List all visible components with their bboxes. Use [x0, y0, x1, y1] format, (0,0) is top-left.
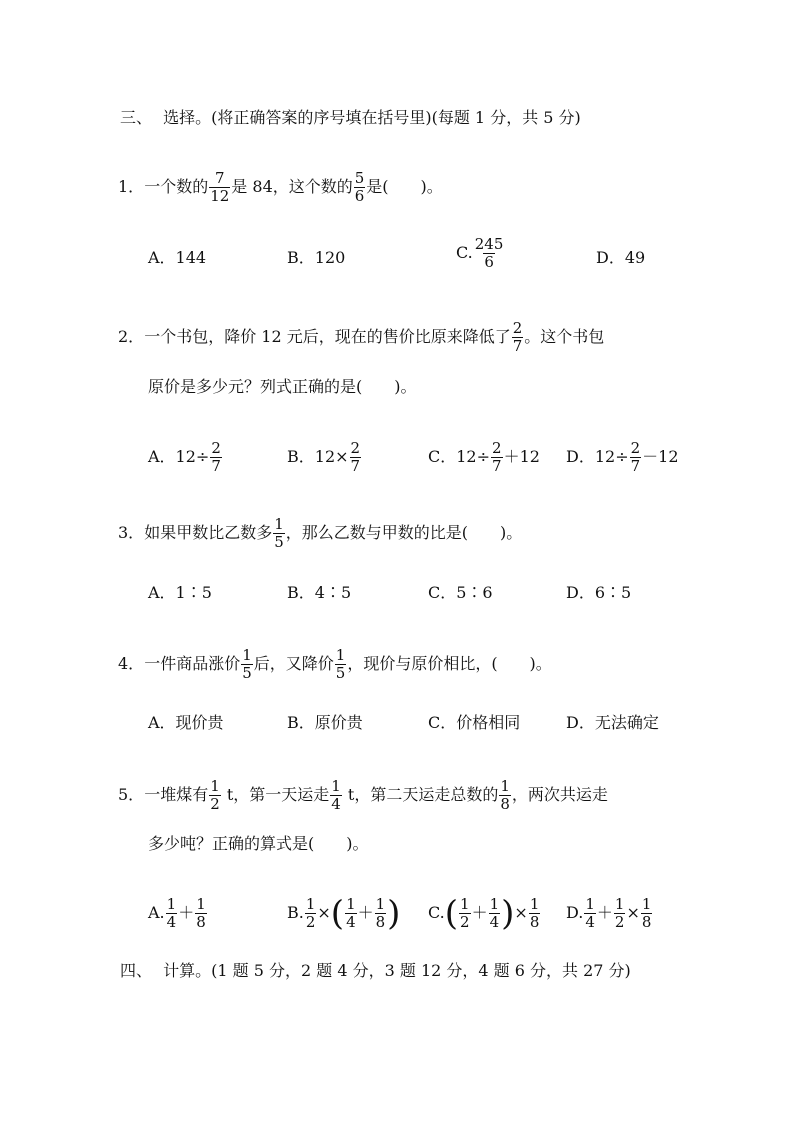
fraction-numerator: 5 — [354, 169, 365, 187]
fraction-numerator: 2 — [492, 439, 502, 457]
question-3-text: 如果甲数比乙数多 — [144, 523, 273, 542]
fraction-denominator: 2 — [460, 913, 470, 931]
question-2-line-2: 原价是多少元？列式正确的是( )。 — [148, 377, 417, 396]
option-text: C．12÷ — [428, 447, 491, 466]
q1-option-a[interactable]: A．144 — [148, 248, 207, 267]
fraction-numerator: 1 — [335, 646, 346, 664]
option-text: D．12÷ — [566, 447, 629, 466]
section-4-heading — [120, 961, 631, 981]
q2-option-b[interactable] — [287, 440, 362, 475]
fraction — [641, 896, 653, 931]
fraction — [354, 170, 366, 205]
fraction-denominator: 8 — [641, 913, 652, 931]
fraction-numerator: 1 — [331, 777, 341, 795]
question-5-text: ，两次共运走 — [511, 785, 608, 804]
fraction-denominator: 6 — [354, 187, 365, 205]
fraction-denominator: 4 — [346, 913, 356, 931]
option-prefix: C. — [456, 243, 473, 262]
option-text: B．12× — [287, 447, 349, 466]
q1-option-d[interactable]: D．49 — [596, 248, 646, 267]
fraction-numerator: 1 — [375, 895, 386, 913]
q2-option-a[interactable] — [148, 440, 223, 475]
fraction — [491, 440, 503, 475]
times-sign: × — [514, 903, 528, 922]
q1-option-b[interactable]: B．120 — [287, 248, 346, 267]
q2-option-d[interactable] — [566, 440, 679, 475]
question-5-label: 5． — [118, 785, 145, 804]
fraction — [474, 236, 505, 271]
fraction — [241, 647, 253, 682]
fraction — [350, 440, 362, 475]
fraction — [209, 170, 230, 205]
fraction-numerator: 2 — [630, 439, 641, 457]
q4-option-c[interactable]: C．价格相同 — [428, 713, 521, 732]
fraction-numerator: 1 — [614, 895, 625, 913]
q3-option-a[interactable]: A．1∶5 — [148, 583, 212, 602]
plus-sign: ＋ — [357, 903, 374, 922]
fraction-denominator: 4 — [331, 795, 341, 813]
fraction-numerator: 2 — [350, 439, 361, 457]
q3-option-c[interactable]: C．5∶6 — [428, 583, 493, 602]
fraction-numerator: 2 — [512, 319, 523, 337]
question-4-text: 一件商品涨价 — [144, 654, 241, 673]
option-text: ＋12 — [503, 447, 540, 466]
fraction-denominator: 12 — [210, 187, 230, 205]
question-1-stem — [118, 170, 443, 205]
question-2-stem — [118, 320, 604, 355]
question-4-text: ，现价与原价相比，( )。 — [347, 654, 552, 673]
fraction-denominator: 8 — [529, 913, 540, 931]
q1-option-c[interactable] — [456, 236, 505, 271]
section-4-number: 四、 — [120, 961, 153, 980]
fraction — [499, 778, 511, 813]
fraction-numerator: 1 — [242, 646, 252, 664]
right-paren: ) — [501, 893, 515, 934]
option-prefix: D. — [566, 903, 584, 922]
section-3-number: 三、 — [120, 108, 153, 127]
question-1-text: 是 84，这个数的 — [231, 177, 353, 196]
q3-option-d[interactable]: D．6∶5 — [566, 583, 632, 602]
question-1-label: 1． — [118, 177, 145, 196]
fraction-denominator: 8 — [196, 913, 206, 931]
option-prefix: A. — [148, 903, 165, 922]
fraction-numerator: 2 — [211, 439, 221, 457]
q5-option-b[interactable] — [287, 893, 401, 934]
fraction — [584, 896, 596, 931]
fraction — [345, 896, 357, 931]
fraction — [330, 778, 342, 813]
question-2-text: 。这个书包 — [524, 327, 605, 346]
question-4-label: 4． — [118, 654, 145, 673]
q5-option-d[interactable] — [566, 896, 653, 931]
fraction — [630, 440, 642, 475]
question-3-stem — [118, 516, 522, 551]
fraction-denominator: 2 — [210, 795, 220, 813]
fraction-denominator: 2 — [614, 913, 625, 931]
fraction-numerator: 1 — [641, 895, 652, 913]
plus-sign: ＋ — [596, 903, 613, 922]
fraction — [305, 896, 317, 931]
fraction-numerator: 1 — [460, 895, 470, 913]
question-5-text: t，第一天运走 — [221, 785, 330, 804]
question-3-text: ，那么乙数与甲数的比是( )。 — [285, 523, 523, 542]
q5-option-a[interactable] — [148, 896, 208, 931]
fraction — [195, 896, 207, 931]
question-4-stem — [118, 647, 552, 682]
question-2-text: 一个书包，降价 12 元后，现在的售价比原来降低了 — [144, 327, 511, 346]
q2-option-c[interactable] — [428, 440, 540, 475]
question-2-label: 2． — [118, 327, 145, 346]
fraction-denominator: 5 — [335, 664, 346, 682]
times-sign: × — [626, 903, 640, 922]
fraction-denominator: 7 — [350, 457, 361, 475]
fraction-numerator: 1 — [529, 895, 540, 913]
fraction-denominator: 4 — [585, 913, 595, 931]
fraction-denominator: 8 — [375, 913, 386, 931]
fraction-numerator: 1 — [500, 777, 510, 795]
fraction — [512, 320, 524, 355]
q4-option-d[interactable]: D．无法确定 — [566, 713, 659, 732]
fraction-numerator: 1 — [489, 895, 500, 913]
section-4-title: 计算。(1 题 5 分，2 题 4 分，3 题 12 分，4 题 6 分，共 27 分) — [163, 961, 631, 980]
fraction-denominator: 7 — [630, 457, 641, 475]
fraction-numerator: 7 — [214, 169, 225, 187]
fraction-denominator: 5 — [242, 664, 252, 682]
fraction-numerator: 1 — [274, 515, 284, 533]
fraction-denominator: 4 — [489, 913, 500, 931]
section-3-title: 选择。(将正确答案的序号填在括号里)(每题 1 分，共 5 分) — [163, 108, 581, 127]
fraction-denominator: 4 — [166, 913, 177, 931]
fraction-denominator: 2 — [305, 913, 316, 931]
fraction-denominator: 7 — [512, 337, 523, 355]
option-text: －12 — [642, 447, 679, 466]
fraction — [459, 896, 471, 931]
q4-option-b[interactable]: B．原价贵 — [287, 713, 363, 732]
fraction-denominator: 8 — [500, 795, 510, 813]
fraction-numerator: 1 — [166, 895, 177, 913]
fraction — [335, 647, 347, 682]
q5-option-c[interactable] — [428, 893, 541, 934]
fraction — [166, 896, 178, 931]
fraction-denominator: 5 — [274, 533, 284, 551]
option-prefix: C. — [428, 903, 445, 922]
left-paren: ( — [444, 893, 459, 934]
fraction — [529, 896, 541, 931]
fraction-numerator: 245 — [474, 235, 504, 253]
plus-sign: ＋ — [471, 903, 488, 922]
left-paren: ( — [330, 893, 345, 934]
fraction-numerator: 1 — [196, 895, 206, 913]
fraction — [614, 896, 626, 931]
question-5-line-2: 多少吨？正确的算式是( )。 — [148, 834, 369, 853]
fraction-numerator: 1 — [305, 895, 316, 913]
question-1-text: 是( )。 — [366, 177, 443, 196]
fraction-denominator: 7 — [211, 457, 221, 475]
fraction — [375, 896, 387, 931]
question-5-text: 一堆煤有 — [144, 785, 209, 804]
fraction-numerator: 1 — [210, 777, 220, 795]
fraction-denominator: 7 — [492, 457, 502, 475]
plus-sign: ＋ — [178, 903, 195, 922]
fraction — [210, 440, 222, 475]
fraction-numerator: 1 — [346, 895, 356, 913]
q3-option-b[interactable]: B．4∶5 — [287, 583, 352, 602]
q4-option-a[interactable]: A．现价贵 — [148, 713, 224, 732]
right-paren: ) — [387, 893, 401, 934]
option-prefix: B. — [287, 903, 304, 922]
option-text: A．12÷ — [148, 447, 210, 466]
question-5-stem — [118, 778, 608, 813]
fraction — [209, 778, 221, 813]
fraction-denominator: 6 — [484, 253, 494, 271]
fraction — [489, 896, 501, 931]
question-1-text: 一个数的 — [144, 177, 209, 196]
fraction — [273, 516, 285, 551]
question-3-label: 3． — [118, 523, 145, 542]
question-4-text: 后，又降价 — [253, 654, 334, 673]
times-sign: × — [317, 903, 331, 922]
question-5-text: t，第二天运走总数的 — [342, 785, 499, 804]
section-3-heading — [120, 108, 581, 128]
fraction-numerator: 1 — [585, 895, 595, 913]
